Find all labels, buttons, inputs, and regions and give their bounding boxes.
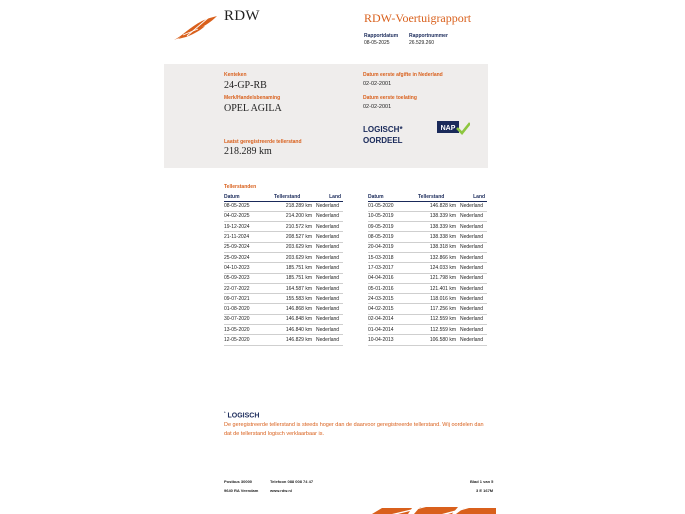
odometer-country: Nederland xyxy=(316,335,343,345)
odometer-country: Nederland xyxy=(460,335,487,345)
first-admission-value: 02-02-2001 xyxy=(363,81,392,87)
odometer-row xyxy=(224,211,343,221)
odometer-reading: 214.200 km xyxy=(274,211,316,221)
odometer-country: Nederland xyxy=(460,294,487,304)
odometer-reading: 138.339 km xyxy=(418,222,460,232)
odometer-row xyxy=(224,325,343,335)
odometer-country: Nederland xyxy=(316,283,343,293)
odometer-row xyxy=(224,232,343,242)
odometer-reading: 164.587 km xyxy=(274,283,316,293)
odometer-row xyxy=(368,201,487,211)
odometer-reading: 146.840 km xyxy=(274,325,316,335)
footer-city: 9640 RA Veendam xyxy=(224,488,259,493)
footnote-title xyxy=(224,410,259,419)
odometer-country: Nederland xyxy=(460,242,487,252)
odometer-date: 08-05-2025 xyxy=(224,201,274,211)
odometer-table-right xyxy=(368,193,487,346)
odometer-row xyxy=(368,294,487,304)
odometer-reading: 155.583 km xyxy=(274,294,316,304)
odometer-date: 19-12-2024 xyxy=(224,222,274,232)
odometer-country: Nederland xyxy=(460,325,487,335)
odometer-row xyxy=(224,335,343,345)
odometer-country: Nederland xyxy=(316,232,343,242)
odometer-reading: 138.338 km xyxy=(418,232,460,242)
odometer-reading: 185.751 km xyxy=(274,273,316,283)
report-date-label: Rapportdatum xyxy=(364,33,399,39)
report-number xyxy=(409,33,448,47)
odometer-row xyxy=(368,314,487,324)
footnote-text: De geregistreerde tellerstand is steeds hoger dan de daarvoor geregistreerde tellerstand. Wij oordelen dan dat de tellerstand logisch verklaarbaar is. xyxy=(224,422,484,437)
odometer-country: Nederland xyxy=(460,201,487,211)
odometer-country: Nederland xyxy=(460,211,487,221)
odometer-reading: 203.629 km xyxy=(274,242,316,252)
report-number-label: Rapportnummer xyxy=(409,33,448,39)
odometer-table-header xyxy=(224,193,343,201)
odometer-reading: 203.629 km xyxy=(274,252,316,262)
odometer-date: 17-03-2017 xyxy=(368,263,418,273)
report-date xyxy=(364,33,398,47)
vehicle-summary-panel xyxy=(164,64,488,168)
odometer-date: 05-01-2016 xyxy=(368,283,418,293)
odometer-date: 22-07-2022 xyxy=(224,283,274,293)
footnote-marker: * xyxy=(224,410,226,415)
odometer-country: Nederland xyxy=(316,273,343,283)
odometer-row xyxy=(368,283,487,293)
odometer-date: 09-05-2019 xyxy=(368,222,418,232)
report-date-value: 08-05-2025 xyxy=(364,40,390,46)
last-odometer-value: 218.289 km xyxy=(224,146,272,157)
first-admission-label: Datum eerste afgifte in Nederland xyxy=(363,72,443,78)
odometer-row xyxy=(224,294,343,304)
odometer-date: 15-03-2018 xyxy=(368,252,418,262)
odometer-country: Nederland xyxy=(460,273,487,283)
odometer-reading: 117.256 km xyxy=(418,304,460,314)
footer-postbus: Postbus 30000 xyxy=(224,479,253,484)
odometer-date: 04-04-2016 xyxy=(368,273,418,283)
odometer-reading: 146.829 km xyxy=(274,335,316,345)
odometer-reading: 185.751 km xyxy=(274,263,316,273)
odometer-date: 21-11-2024 xyxy=(224,232,274,242)
odometer-reading: 112.559 km xyxy=(418,314,460,324)
odometer-reading: 138.318 km xyxy=(418,242,460,252)
odometer-country: Nederland xyxy=(460,314,487,324)
odometer-reading: 112.559 km xyxy=(418,325,460,335)
odometer-country: Nederland xyxy=(316,201,343,211)
odometer-reading: 210.572 km xyxy=(274,222,316,232)
report-number-value: 26.529.260 xyxy=(409,40,435,46)
odometer-date: 05-09-2023 xyxy=(224,273,274,283)
plate-value: 24-GP-RB xyxy=(224,80,267,91)
odometer-date: 08-05-2019 xyxy=(368,232,418,242)
odometer-country: Nederland xyxy=(316,252,343,262)
odometer-reading: 208.527 km xyxy=(274,232,316,242)
odometer-date: 04-02-2015 xyxy=(368,304,418,314)
odometer-country: Nederland xyxy=(460,304,487,314)
odometer-table-header xyxy=(368,193,487,201)
last-odometer-label: Laatst geregistreerde tellerstand xyxy=(224,139,302,145)
odometer-date: 30-07-2020 xyxy=(224,314,274,324)
odometer-reading: 146.868 km xyxy=(274,304,316,314)
odometer-row xyxy=(368,273,487,283)
nap-logo-icon xyxy=(437,121,470,135)
odometer-date: 20-04-2019 xyxy=(368,242,418,252)
odometer-country: Nederland xyxy=(316,325,343,335)
col-country: Land xyxy=(460,193,487,201)
odometer-reading: 121.401 km xyxy=(418,283,460,293)
odometer-reading: 118.016 km xyxy=(418,294,460,304)
odometer-row xyxy=(224,201,343,211)
odometer-reading: 146.848 km xyxy=(274,314,316,324)
odometer-date: 10-04-2013 xyxy=(368,335,418,345)
odometer-date: 09-07-2021 xyxy=(224,294,274,304)
odometer-country: Nederland xyxy=(460,263,487,273)
odometer-row xyxy=(368,325,487,335)
odometer-row xyxy=(368,211,487,221)
odometer-date: 02-04-2014 xyxy=(368,314,418,324)
odometer-date: 04-10-2023 xyxy=(224,263,274,273)
make-value: OPEL AGILA xyxy=(224,103,282,114)
odometer-country: Nederland xyxy=(316,211,343,221)
odometer-row xyxy=(368,335,487,345)
odometer-date: 01-05-2020 xyxy=(368,201,418,211)
odometer-row xyxy=(224,304,343,314)
odometer-country: Nederland xyxy=(460,252,487,262)
rdw-logo-icon xyxy=(172,14,218,42)
footnote-title-text: LOGISCH xyxy=(227,412,260,420)
odometer-date: 01-04-2014 xyxy=(368,325,418,335)
report-title: RDW-Voertuigrapport xyxy=(364,11,472,25)
odometer-country: Nederland xyxy=(316,294,343,304)
odometer-row xyxy=(368,222,487,232)
odometer-date: 25-09-2024 xyxy=(224,252,274,262)
col-reading: Tellerstand xyxy=(274,193,316,201)
odometer-country: Nederland xyxy=(316,263,343,273)
odometer-date: 12-05-2020 xyxy=(224,335,274,345)
make-label: Merk/Handelsbenaming xyxy=(224,95,281,101)
col-reading: Tellerstand xyxy=(418,193,460,201)
verdict-line1: LOGISCH* xyxy=(363,125,403,134)
odometer-row xyxy=(224,283,343,293)
first-registration-value: 02-02-2001 xyxy=(363,104,392,110)
odometer-date: 01-08-2020 xyxy=(224,304,274,314)
odometer-row xyxy=(224,252,343,262)
odometer-country: Nederland xyxy=(316,222,343,232)
odometer-date: 25-09-2024 xyxy=(224,242,274,252)
odometer-row xyxy=(368,242,487,252)
first-registration-label: Datum eerste toelating xyxy=(363,95,417,101)
odometer-date: 10-05-2019 xyxy=(368,211,418,221)
odometer-country: Nederland xyxy=(460,222,487,232)
brand-name: RDW xyxy=(224,8,260,24)
col-date: Datum xyxy=(368,193,418,201)
odometer-table-left xyxy=(224,193,343,346)
odometer-country: Nederland xyxy=(316,314,343,324)
odometer-reading: 138.339 km xyxy=(418,211,460,221)
odometer-row xyxy=(224,222,343,232)
odometer-date: 04-02-2025 xyxy=(224,211,274,221)
odometer-date: 13-05-2020 xyxy=(224,325,274,335)
odometer-country: Nederland xyxy=(316,304,343,314)
footer-phone: Telefoon 088 008 74 47 xyxy=(270,479,314,484)
odometer-reading: 146.828 km xyxy=(418,201,460,211)
odometer-row xyxy=(224,242,343,252)
odometer-row xyxy=(224,273,343,283)
plate-label: Kenteken xyxy=(224,72,247,78)
col-date: Datum xyxy=(224,193,274,201)
odometer-row xyxy=(368,232,487,242)
odometer-country: Nederland xyxy=(460,232,487,242)
odometer-reading: 106.580 km xyxy=(418,335,460,345)
odometer-date: 24-03-2015 xyxy=(368,294,418,304)
odometer-row xyxy=(368,304,487,314)
odometer-country: Nederland xyxy=(460,283,487,293)
footer-code: 3 E 167M xyxy=(476,488,494,493)
odometer-rows-right xyxy=(368,201,487,345)
odometer-row xyxy=(368,263,487,273)
odometer-row xyxy=(224,314,343,324)
odometer-reading: 121.798 km xyxy=(418,273,460,283)
odometer-row xyxy=(224,263,343,273)
verdict xyxy=(363,124,403,146)
footer-page: Blad 1 van 5 xyxy=(470,479,494,484)
verdict-line2: OORDEEL xyxy=(363,136,403,145)
odometer-reading: 218.289 km xyxy=(274,201,316,211)
footer-decoration xyxy=(372,505,496,514)
odometer-section-title: Tellerstanden xyxy=(224,184,257,190)
odometer-row xyxy=(368,252,487,262)
odometer-country: Nederland xyxy=(316,242,343,252)
odometer-reading: 124.033 km xyxy=(418,263,460,273)
odometer-rows-left xyxy=(224,201,343,345)
footer-website: www.rdw.nl xyxy=(270,488,292,493)
odometer-reading: 132.866 km xyxy=(418,252,460,262)
nap-logo-text: NAP xyxy=(440,125,456,132)
col-country: Land xyxy=(316,193,343,201)
